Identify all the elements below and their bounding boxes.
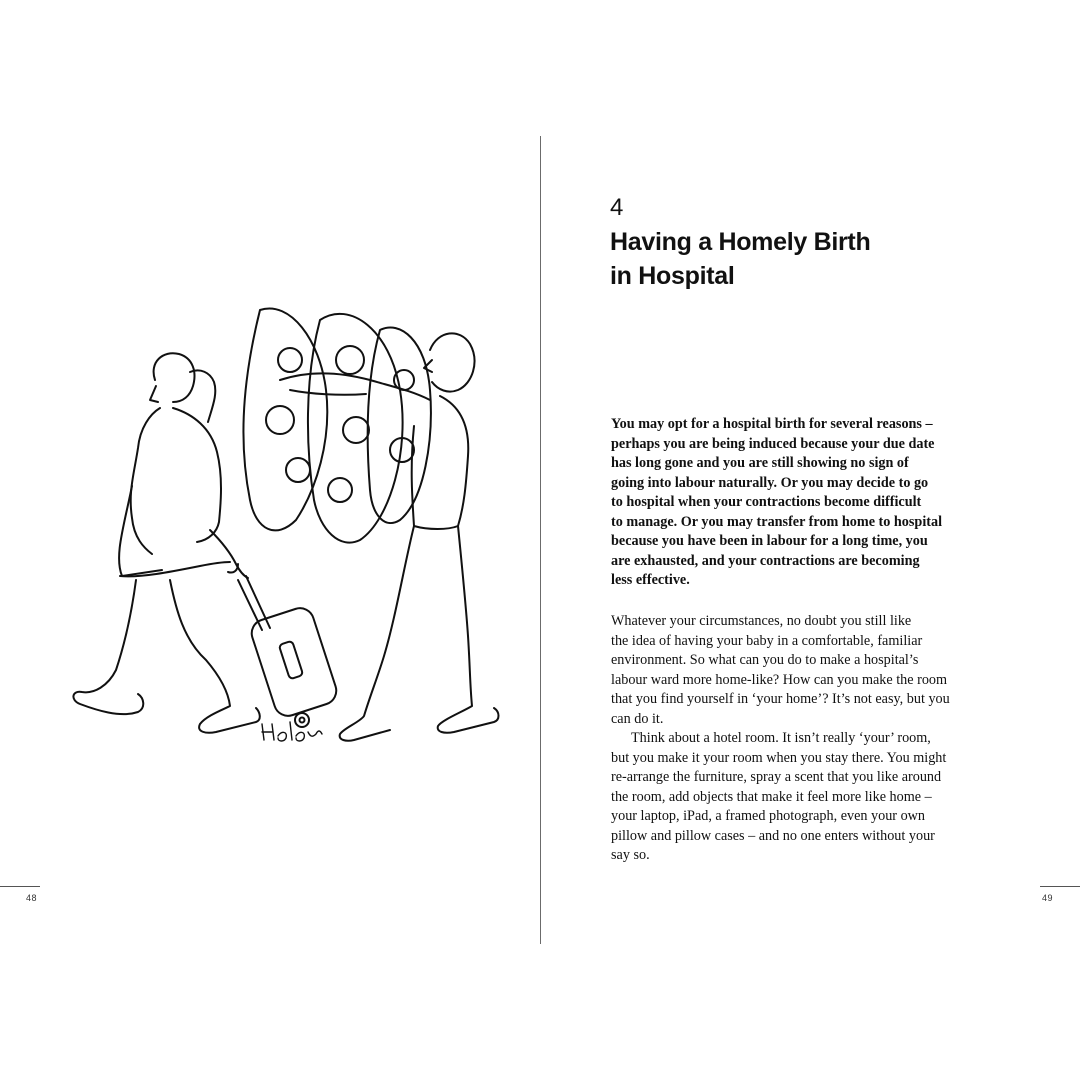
suitcase — [238, 576, 340, 727]
couple-illustration — [40, 290, 510, 750]
text-line: going into labour naturally. Or you may decide to go — [611, 474, 929, 491]
text-line: that you find yourself in ‘your home’? It’s not easy, but you — [611, 691, 950, 707]
page-number-right: 49 — [1042, 893, 1054, 903]
chapter-title — [610, 225, 1030, 293]
text-line: environment. So what can you do to make a hospital’s — [611, 652, 919, 668]
paragraph-2 — [611, 729, 991, 866]
lede-paragraph — [611, 415, 991, 591]
chapter-title-line: Having a Homely Birth — [610, 228, 871, 256]
body-text — [611, 612, 991, 866]
text-line: your laptop, iPad, a framed photograph, even your own — [611, 808, 926, 824]
paragraph-1 — [611, 612, 991, 729]
text-line: the room, add objects that make it feel more like home – — [611, 788, 932, 805]
text-line: pillow and pillow cases – and no one enters without your — [611, 827, 935, 844]
text-line: to manage. Or you may transfer from home to hospital — [611, 513, 943, 530]
page-number-left: 48 — [26, 893, 38, 903]
text-line: the idea of having your baby in a comfortable, familiar — [611, 632, 923, 649]
footer-rule-left — [0, 886, 40, 887]
artist-signature — [262, 722, 322, 741]
text-line: has long gone and you are still showing no sign of — [611, 455, 909, 471]
text-line: are exhausted, and your contractions are becoming — [611, 552, 920, 569]
chapter-title-line: in Hospital — [610, 262, 735, 290]
text-line: say so. — [611, 847, 650, 863]
text-line: Think about a hotel room. It isn’t really ‘your’ room, — [631, 730, 931, 746]
text-line: but you make it your room when you stay there. You might — [611, 749, 947, 766]
text-line: can do it. — [611, 710, 664, 727]
text-line: to hospital when your contractions become difficult — [611, 494, 922, 510]
text-line: perhaps you are being induced because your due date — [611, 435, 935, 452]
text-line: less effective. — [611, 572, 690, 588]
text-line: labour ward more home-like? How can you make the room — [611, 671, 948, 688]
man-figure — [280, 333, 499, 740]
text-line: You may opt for a hospital birth for several reasons – — [611, 416, 933, 432]
woman-figure — [73, 353, 259, 732]
text-line: re-arrange the furniture, spray a scent that you like around — [611, 769, 942, 785]
footer-rule-right — [1040, 886, 1080, 887]
pillows — [243, 308, 430, 542]
text-line: because you have been in labour for a long time, you — [611, 533, 928, 549]
chapter-number: 4 — [610, 194, 624, 221]
text-line: Whatever your circumstances, no doubt you still like — [611, 613, 912, 629]
right-page — [541, 0, 1080, 1080]
